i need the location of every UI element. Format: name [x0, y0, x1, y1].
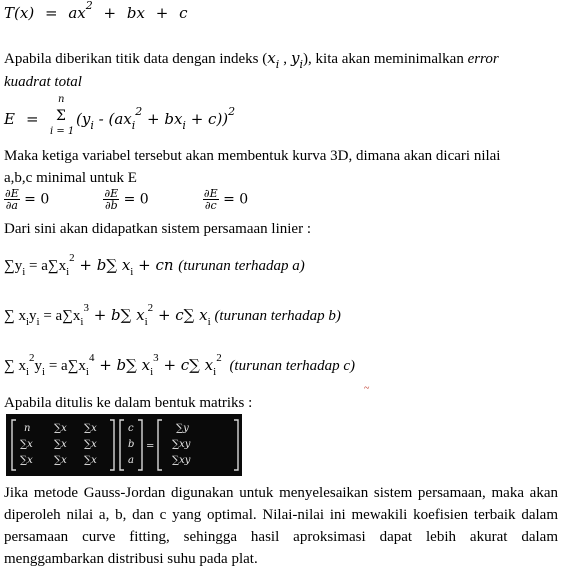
sum-upper-limit: n	[58, 94, 65, 105]
denominator: ∂b	[104, 199, 118, 212]
superscript: 2	[147, 302, 154, 314]
numerator: ∂E	[203, 187, 218, 200]
partial-derivatives	[4, 188, 248, 211]
matrix-var: b	[128, 439, 135, 450]
comma: ,	[283, 51, 288, 67]
model-eq: =	[44, 4, 58, 22]
error-eq: =	[26, 110, 39, 128]
model-term-b: bx	[126, 4, 145, 22]
yi-symbol: y	[291, 49, 300, 67]
superscript: 2	[135, 105, 143, 118]
matrix-cell: ∑x	[54, 455, 67, 466]
subscript: i	[66, 266, 70, 278]
equals-zero: = 0	[223, 191, 249, 208]
matrix-rhs: ∑xy	[172, 455, 191, 466]
denominator: ∂a	[5, 199, 18, 212]
text: + b∑ x	[74, 256, 131, 274]
text: = a∑x	[45, 358, 86, 374]
subscript: i	[85, 366, 89, 378]
matrix-var: c	[128, 423, 134, 434]
superscript: 2	[216, 352, 222, 364]
xi-symbol: x	[267, 49, 276, 67]
text: + b∑ x	[94, 356, 151, 374]
conclusion-paragraph: Jika metode Gauss-Jordan digunakan untuk menyelesaikan sistem persamaan, maka akan diperoleh nilai a, b, dan c yang optimal. Nilai-nilai ini mewakili koefisien terbaik dalam persamaan curve fitting, sehingga hasil aproksimasi dapat lebih akurat dalam menggambarkan distribusi suhu pada plat.	[4, 485, 558, 567]
model-plus: +	[103, 4, 117, 22]
subscript: i	[25, 366, 30, 378]
text: ∑ x	[4, 358, 26, 374]
model-exp: 2	[85, 0, 93, 12]
matrix-equation-image	[6, 414, 242, 476]
error-lhs: E	[4, 110, 15, 128]
text: + c∑ x	[158, 356, 214, 374]
text: ∑ x	[4, 308, 26, 324]
fraction	[203, 188, 219, 211]
subscript: i	[144, 316, 148, 328]
matrix-cell: ∑x	[84, 423, 97, 434]
numerator: ∂E	[104, 187, 119, 200]
subscript: i	[22, 266, 26, 278]
text: - (ax	[93, 110, 132, 128]
subscript: i	[130, 266, 134, 278]
derivative-note: (turunan terhadap c)	[229, 358, 355, 374]
sum-lower-limit: i = 1	[50, 126, 75, 137]
model-equation	[4, 0, 188, 22]
text: y	[34, 358, 43, 374]
text: + cn	[133, 256, 179, 274]
fraction	[103, 188, 119, 211]
italic-term: error	[467, 51, 499, 67]
linear-equation-2	[4, 302, 341, 328]
subscript: i	[275, 58, 280, 71]
partial-a	[4, 188, 99, 211]
error-body	[76, 105, 236, 132]
spellcheck-squiggle: ~	[364, 383, 370, 394]
model-term-a: ax	[68, 4, 86, 22]
superscript: 3	[153, 352, 159, 364]
matrix-cell: n	[24, 423, 31, 434]
subscript: i	[80, 316, 84, 328]
superscript: 2	[228, 105, 236, 118]
matrix-cell: ∑x	[20, 439, 33, 450]
subscript: i	[42, 366, 46, 378]
text: + b∑ x	[88, 306, 145, 324]
curve-3d-paragraph	[4, 145, 558, 189]
subscript: i	[36, 316, 40, 328]
derivative-note: (turunan terhadap a)	[178, 258, 305, 274]
matrix-svg	[6, 414, 242, 476]
text: + c∑ x	[153, 306, 208, 324]
model-plus: +	[155, 4, 169, 22]
matrix-cell: ∑x	[84, 439, 97, 450]
text: = a∑x	[39, 308, 81, 324]
subscript: i	[182, 119, 186, 132]
text: y	[29, 308, 37, 324]
subscript: i	[207, 316, 211, 328]
data-points-paragraph	[4, 47, 558, 93]
sum-symbol: Σ	[56, 108, 66, 124]
text: ), kita akan meminimalkan	[303, 51, 468, 67]
text: + c))	[185, 110, 229, 128]
matrix-cell: ∑x	[54, 439, 67, 450]
equals-zero: = 0	[123, 191, 149, 208]
matrix-equals: =	[146, 441, 155, 452]
matrix-rhs: ∑xy	[172, 439, 191, 450]
linear-equation-3	[4, 352, 355, 378]
text: a,b,c minimal untuk E	[4, 170, 137, 186]
subscript: i	[131, 119, 136, 132]
fraction	[4, 188, 20, 211]
matrix-var: a	[128, 455, 134, 466]
model-term-c: c	[179, 4, 188, 22]
text: (y	[76, 110, 91, 128]
matrix-cell: ∑x	[84, 455, 97, 466]
denominator: ∂c	[204, 199, 217, 212]
superscript: 2	[29, 352, 35, 364]
subscript: i	[150, 366, 154, 378]
matrix-cell: ∑x	[54, 423, 67, 434]
subscript: i	[25, 316, 30, 328]
italic-term: kuadrat total	[4, 74, 82, 90]
partial-b	[103, 188, 198, 211]
matrix-rhs: ∑y	[176, 423, 189, 434]
derivative-note: (turunan terhadap b)	[214, 308, 341, 324]
subscript: i	[299, 58, 304, 71]
subscript: i	[90, 119, 94, 132]
subscript: i	[213, 366, 217, 378]
numerator: ∂E	[5, 187, 19, 200]
equals-zero: = 0	[24, 191, 50, 208]
linear-system-intro: Dari sini akan didapatkan sistem persamaan linier :	[4, 221, 311, 237]
text: Apabila diberikan titik data dengan indeks (	[4, 51, 268, 67]
superscript: 3	[83, 302, 89, 314]
matrix-cell: ∑x	[20, 455, 33, 466]
matrix-intro: Apabila ditulis ke dalam bentuk matriks :	[4, 395, 253, 411]
linear-equation-1	[4, 252, 305, 278]
text: = a∑x	[25, 258, 67, 274]
text: Maka ketiga variabel tersebut akan membentuk kurva 3D, dimana akan dicari nilai	[4, 148, 501, 164]
superscript: 2	[69, 252, 75, 264]
partial-c	[203, 188, 248, 211]
text: + bx	[142, 110, 183, 128]
superscript: 4	[88, 352, 95, 364]
model-lhs: T(x)	[4, 4, 35, 22]
text: ∑y	[4, 258, 23, 274]
